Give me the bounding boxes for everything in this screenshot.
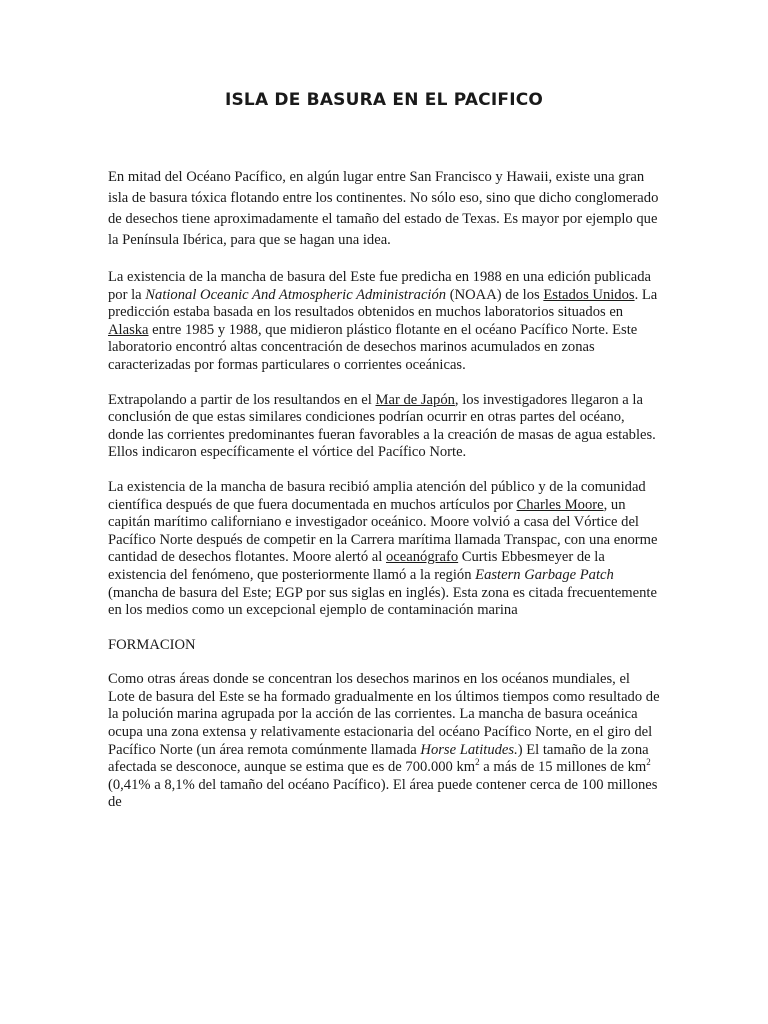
text-run: La existencia de la mancha de basura recibió amplia atención del público y de la comunidad científica después de que fuera documentada en muchos artículos por: [108, 478, 646, 513]
text-run: Como otras áreas donde se concentran los desechos marinos en los océanos mundiales, el Lote de basura del Este se ha formado gradualmente en los últimos tiempos como resultado de la polución marina agrupada por la acción de las corrientes. La mancha de basura oceánica ocupa una zona extensa y relativamente estacionaria del océano Pacífico Norte, en el giro del Pacífico Norte (un área remota comúnmente llamada: [108, 671, 660, 758]
text-run: Extrapolando a partir de los resultandos en el: [108, 391, 376, 408]
text-run: ) El tamaño de la zona afectada se desconoce, aunque se estima que es de 700.000 km: [108, 741, 649, 776]
text-run: (mancha de basura del Este; EGP por sus siglas en inglés). Esta zona es citada frecuentemente en los medios como un excepcional ejemplo de contaminación marina: [108, 584, 657, 619]
section-heading-formacion: FORMACION: [108, 636, 196, 653]
egp-name: Eastern Garbage Patch: [475, 566, 614, 583]
link-alaska[interactable]: Alaska: [108, 321, 149, 338]
text-run: a más de 15 millones de km: [479, 759, 647, 776]
noaa-name: National Oceanic And Atmospheric Administración: [145, 286, 447, 303]
paragraph-japan: [108, 392, 660, 462]
superscript: 2: [646, 757, 651, 768]
link-mar-de-japon[interactable]: Mar de Japón: [375, 391, 455, 408]
text-run: (0,41% a 8,1% del tamaño del océano Pacífico). El área puede contener cerca de 100 millones de: [108, 776, 658, 811]
text-run: , un capitán marítimo californiano e investigador oceánico. Moore volvió a casa del Vórtice del Pacífico Norte después de competir en la Carrera marítima llamada Transpac, con una enorme cantidad de desechos flotantes. Moore alertó al: [108, 496, 658, 566]
link-oceanografo[interactable]: oceanógrafo: [386, 549, 459, 566]
paragraph-moore: [108, 479, 660, 620]
text-run: Curtis Ebbesmeyer de la existencia del fenómeno, que posteriormente llamó a la región: [108, 549, 605, 583]
link-charles-moore[interactable]: Charles Moore: [516, 496, 604, 513]
text-run: entre 1985 y 1988, que midieron plástico flotante en el océano Pacífico Norte. Este laboratorio encontró altas concentración de desechos marinos acumulados en zonas caracterizadas por formas particulares o corrientes oceánicas.: [108, 321, 638, 373]
text-run: La existencia de la mancha de basura del Este fue predicha en 1988 en una edición publicada por la: [108, 269, 651, 303]
horse-latitudes: Horse Latitudes.: [420, 741, 518, 758]
document-title: ISLA DE BASURA EN EL PACIFICO: [224, 90, 544, 110]
paragraph-intro: En mitad del Océano Pacífico, en algún lugar entre San Francisco y Hawaii, existe una gran isla de basura tóxica flotando entre los continentes. No sólo eso, sino que dicho conglomerado de desechos tiene aproximadamente el tamaño del estado de Texas. Es mayor por ejemplo que la Península Ibérica, para que se hagan una idea.: [108, 169, 659, 248]
superscript: 2: [475, 757, 480, 768]
text-run: , los investigadores llegaron a la conclusión de que estas similares condiciones podrían ocurrir en otras partes del océano, donde las corrientes predominantes fueran favorables a la creación de masas de agua estables. Ellos indicaron específicamente el vórtice del Pacífico Norte.: [108, 391, 656, 461]
text-run: . La predicción estaba basada en los resultados obtenidos en muchos laboratorios situados en: [108, 286, 658, 321]
paragraph-formacion: [108, 671, 660, 812]
link-estados-unidos[interactable]: Estados Unidos: [543, 286, 635, 303]
text-run: (NOAA) de los: [446, 286, 544, 303]
paragraph-noaa: [108, 269, 660, 375]
